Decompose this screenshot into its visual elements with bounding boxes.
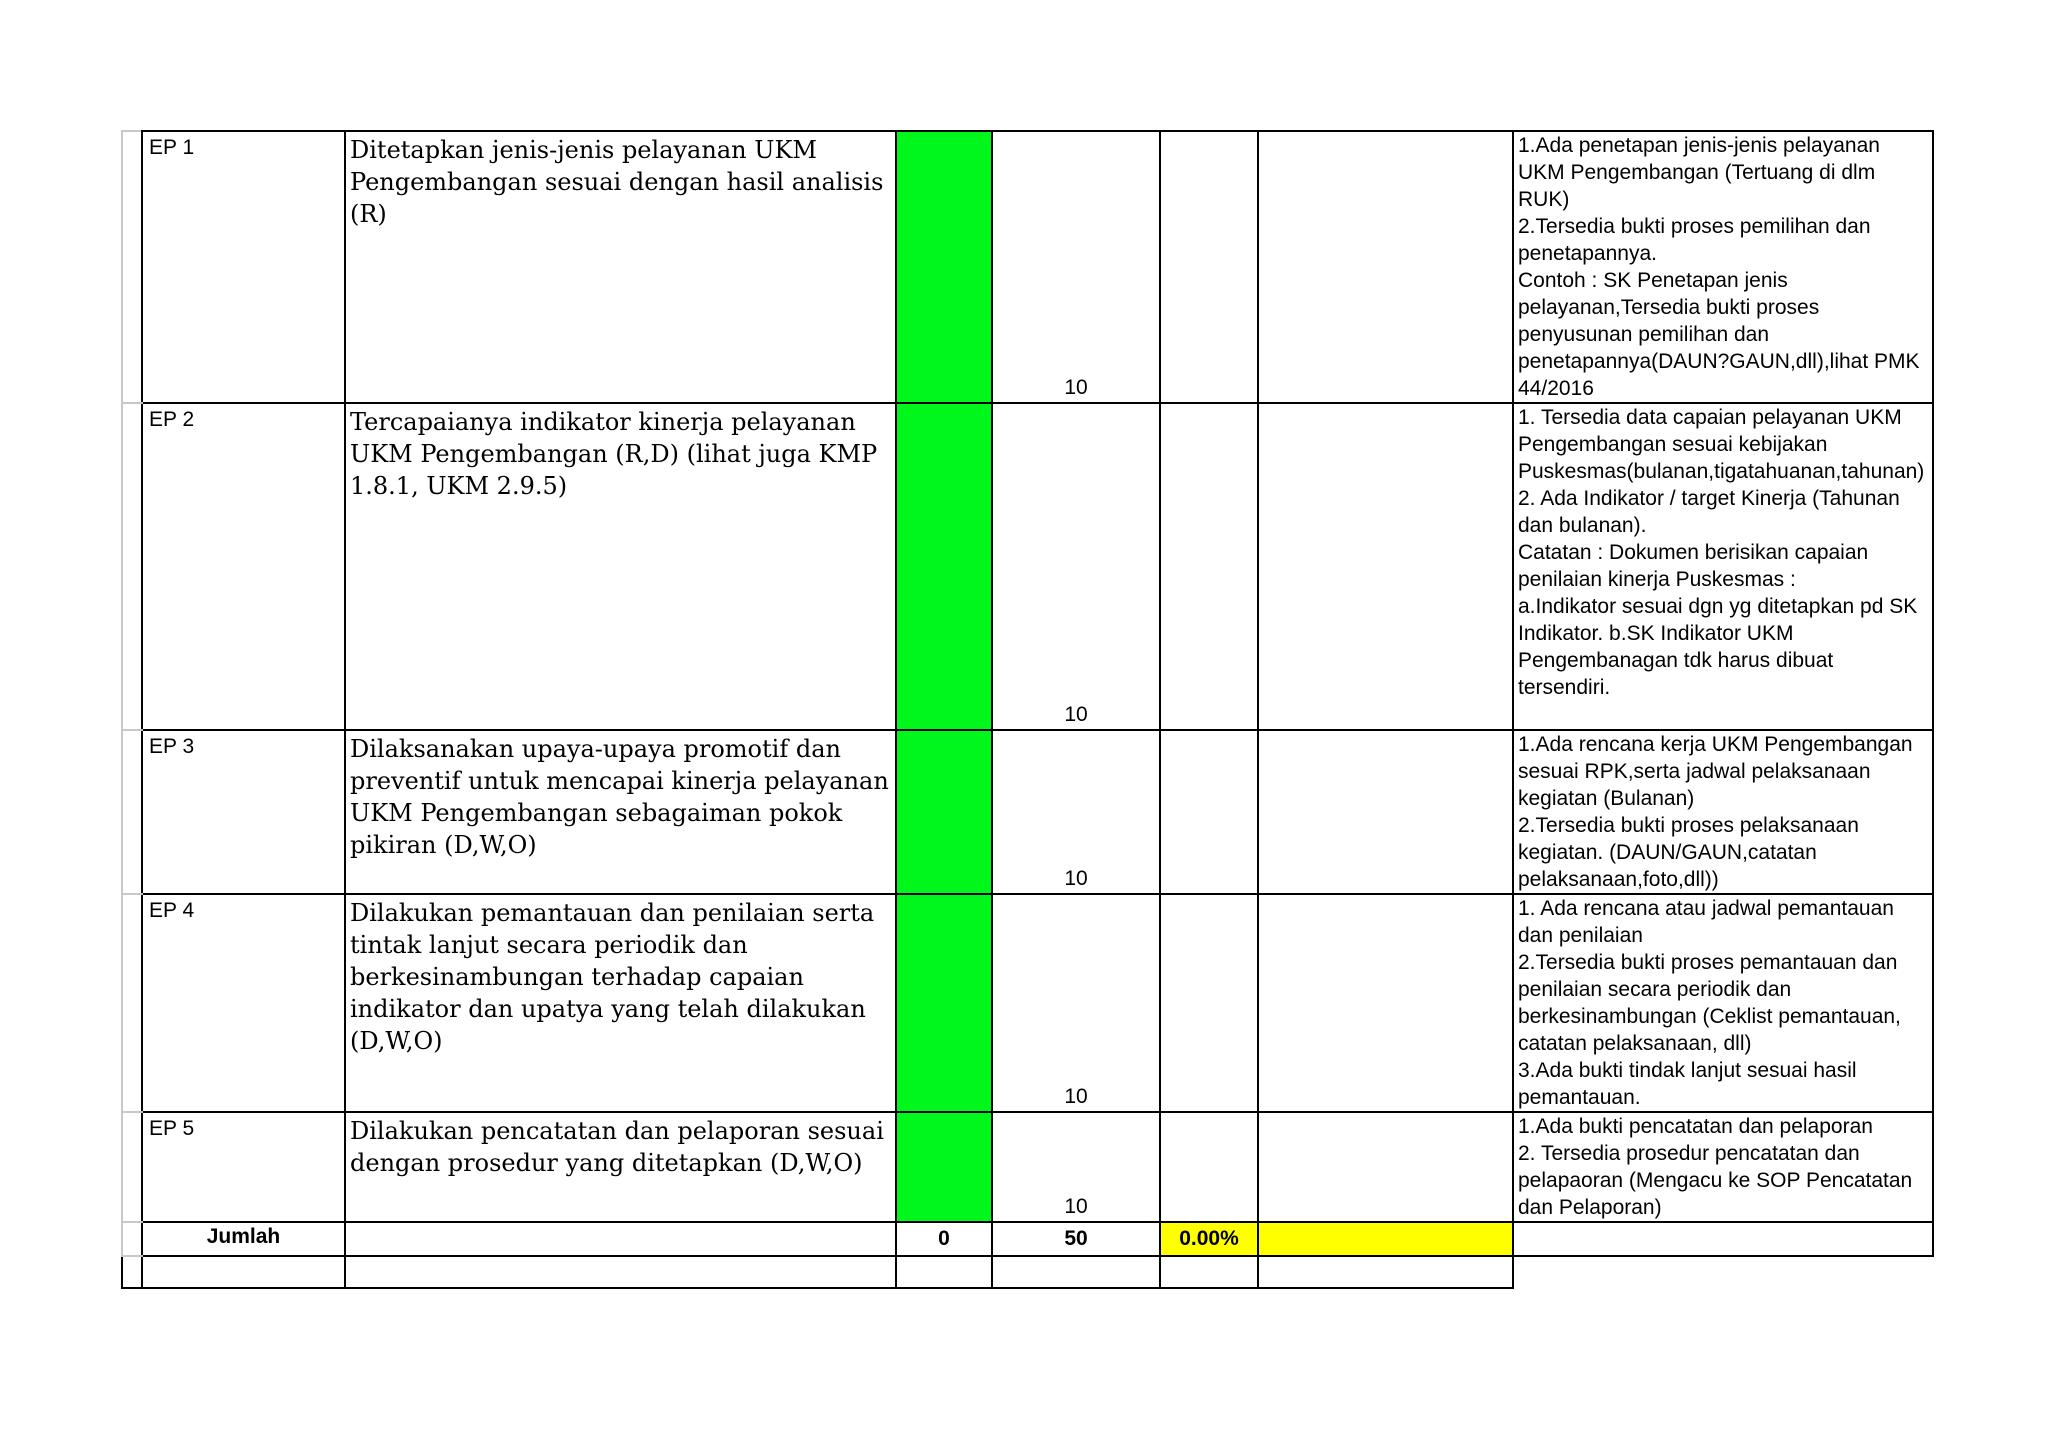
empty-cell[interactable]: [345, 1222, 896, 1256]
description-cell[interactable]: Tercapaianya indikator kinerja pelayanan UKM Pengembangan (R,D) (lihat juga KMP 1.8.1, UKM 2.9.5): [345, 403, 896, 730]
notes-cell[interactable]: 1.Ada penetapan jenis-jenis pelayanan UKM Pengembangan (Tertuang di dlm RUK) 2.Tersedia bukti proses pemilihan dan penetapannya. Contoh : SK Penetapan jenis pelayanan,Tersedia bukti proses penyusunan pemilihan dan penetapannya(DAUN?GAUN,dll),lihat PMK 44/2016: [1513, 131, 1933, 403]
row-gutter: [122, 730, 142, 894]
ep-cell[interactable]: EP 2: [142, 403, 345, 730]
total-max-cell[interactable]: 50: [992, 1222, 1160, 1256]
row-gutter: [122, 131, 142, 403]
row-gutter: [122, 403, 142, 730]
empty-cell[interactable]: [1160, 1112, 1258, 1222]
empty-cell[interactable]: [1160, 894, 1258, 1112]
ep-cell[interactable]: EP 4: [142, 894, 345, 1112]
table-row: [122, 730, 1933, 894]
table-row: [122, 403, 1933, 730]
row-gutter: [122, 1112, 142, 1222]
empty-cell[interactable]: [1160, 730, 1258, 894]
row-gutter: [122, 1256, 142, 1288]
max-score-cell[interactable]: 10: [992, 894, 1160, 1112]
empty-cell[interactable]: [992, 1256, 1160, 1288]
row-gutter: [122, 1222, 142, 1256]
empty-cell[interactable]: [1258, 1112, 1513, 1222]
description-cell[interactable]: Dilakukan pencatatan dan pelaporan sesuai dengan prosedur yang ditetapkan (D,W,O): [345, 1112, 896, 1222]
description-cell[interactable]: Dilaksanakan upaya-upaya promotif dan preventif untuk mencapai kinerja pelayanan UKM Pengembangan sebagaiman pokok pikiran (D,W,O): [345, 730, 896, 894]
empty-cell[interactable]: [1258, 131, 1513, 403]
total-score-cell[interactable]: 0: [896, 1222, 992, 1256]
empty-cell[interactable]: [142, 1256, 345, 1288]
ep-cell[interactable]: EP 1: [142, 131, 345, 403]
empty-cell[interactable]: [1513, 1222, 1933, 1256]
max-score-cell[interactable]: 10: [992, 1112, 1160, 1222]
empty-cell[interactable]: [345, 1256, 896, 1288]
max-score-cell[interactable]: 10: [992, 403, 1160, 730]
description-cell[interactable]: Ditetapkan jenis-jenis pelayanan UKM Pengembangan sesuai dengan hasil analisis (R): [345, 131, 896, 403]
score-cell[interactable]: [896, 730, 992, 894]
notes-cell[interactable]: 1.Ada bukti pencatatan dan pelaporan 2. Tersedia prosedur pencatatan dan pelapaoran (Mengacu ke SOP Pencatatan dan Pelaporan): [1513, 1112, 1933, 1222]
empty-cell[interactable]: [1160, 131, 1258, 403]
notes-cell[interactable]: 1.Ada rencana kerja UKM Pengembangan sesuai RPK,serta jadwal pelaksanaan kegiatan (Bulanan) 2.Tersedia bukti proses pelaksanaan kegiatan. (DAUN/GAUN,catatan pelaksanaan,foto,dll)): [1513, 730, 1933, 894]
table-row: [122, 131, 1933, 403]
max-score-cell[interactable]: 10: [992, 730, 1160, 894]
highlight-cell[interactable]: [1258, 1222, 1513, 1256]
total-percent-cell[interactable]: 0.00%: [1160, 1222, 1258, 1256]
score-cell[interactable]: [896, 403, 992, 730]
empty-row: [122, 1256, 1933, 1288]
ep-cell[interactable]: EP 3: [142, 730, 345, 894]
empty-cell[interactable]: [1258, 1256, 1513, 1288]
assessment-table: [121, 130, 1934, 1289]
total-row: [122, 1222, 1933, 1256]
total-label-cell[interactable]: Jumlah: [142, 1222, 345, 1256]
ep-cell[interactable]: EP 5: [142, 1112, 345, 1222]
empty-cell[interactable]: [1513, 1256, 1933, 1288]
score-cell[interactable]: [896, 131, 992, 403]
table-row: [122, 894, 1933, 1112]
max-score-cell[interactable]: 10: [992, 131, 1160, 403]
table-row: [122, 1112, 1933, 1222]
empty-cell[interactable]: [1258, 730, 1513, 894]
empty-cell[interactable]: [1160, 1256, 1258, 1288]
empty-cell[interactable]: [1160, 403, 1258, 730]
row-gutter: [122, 894, 142, 1112]
description-cell[interactable]: Dilakukan pemantauan dan penilaian serta tintak lanjut secara periodik dan berkesinambungan terhadap capaian indikator dan upatya yang telah dilakukan (D,W,O): [345, 894, 896, 1112]
empty-cell[interactable]: [896, 1256, 992, 1288]
notes-cell[interactable]: 1. Ada rencana atau jadwal pemantauan dan penilaian 2.Tersedia bukti proses pemantauan dan penilaian secara periodik dan berkesinambungan (Ceklist pemantauan, catatan pelaksanaan, dll) 3.Ada bukti tindak lanjut sesuai hasil pemantauan.: [1513, 894, 1933, 1112]
score-cell[interactable]: [896, 894, 992, 1112]
empty-cell[interactable]: [1258, 403, 1513, 730]
score-cell[interactable]: [896, 1112, 992, 1222]
notes-cell[interactable]: 1. Tersedia data capaian pelayanan UKM Pengembangan sesuai kebijakan Puskesmas(bulanan,tigatahuanan,tahunan) 2. Ada Indikator / target Kinerja (Tahunan dan bulanan). Catatan : Dokumen berisikan capaian penilaian kinerja Puskesmas : a.Indikator sesuai dgn yg ditetapkan pd SK Indikator. b.SK Indikator UKM Pengembanagan tdk harus dibuat tersendiri.: [1513, 403, 1933, 730]
empty-cell[interactable]: [1258, 894, 1513, 1112]
